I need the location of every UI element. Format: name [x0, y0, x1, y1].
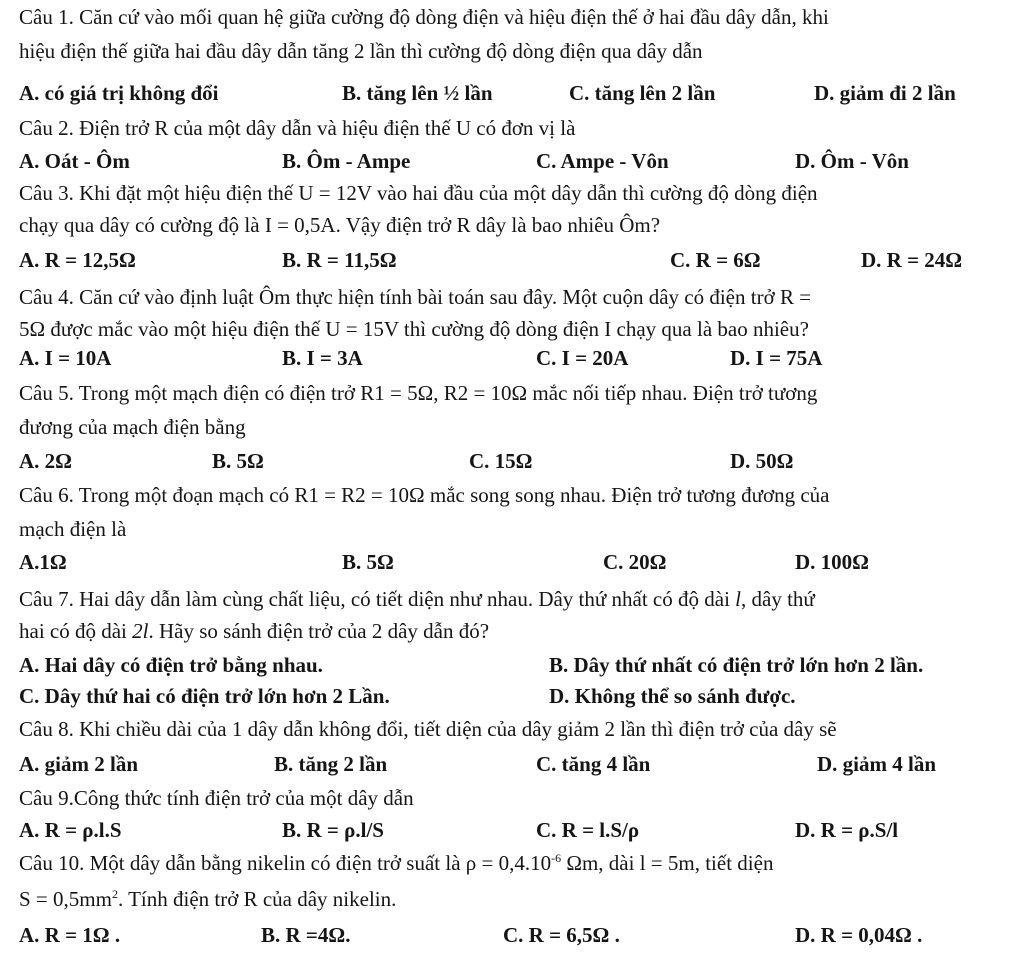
question-7-text-line-1: [19, 584, 815, 614]
question-10-options: [19, 920, 1019, 950]
formula-cross-section: S = 0,5mm: [19, 887, 112, 911]
question-2-option-d: D. Ôm - Vôn: [795, 149, 909, 173]
formula-resistance-value: 5Ω: [19, 317, 46, 341]
question-10-option-a: A. R = 1Ω .: [19, 923, 121, 947]
exponent: 2: [111, 887, 118, 901]
text-segment: Câu 10. Một dây dẫn bằng nikelin có điện trở suất là: [19, 851, 466, 875]
question-6-option-c: C. 20Ω: [603, 550, 667, 574]
text-segment: , dây thứ: [741, 587, 815, 611]
question-6-option-d: D. 100Ω: [795, 550, 869, 574]
question-9-option-d: D. R = ρ.S/l: [795, 818, 899, 842]
question-8-options: [19, 749, 1019, 779]
question-6-options: [19, 547, 1019, 577]
question-9-option-a: A. R = ρ.l.S: [19, 818, 122, 842]
text-segment: . Hãy so sánh điện trở của 2 dây dẫn đó?: [148, 619, 490, 643]
question-5-options: [19, 446, 1019, 476]
question-3-text-line-2: [19, 210, 660, 240]
question-2-option-c: C. Ampe - Vôn: [536, 149, 669, 173]
question-5-option-a: A. 2Ω: [19, 449, 72, 473]
question-4-text-line-2: [19, 314, 809, 344]
question-7-option-c: C. Dây thứ hai có điện trở lớn hơn 2 Lần.: [19, 684, 390, 708]
question-2-option-b: B. Ôm - Ampe: [282, 149, 411, 173]
question-7-option-a: A. Hai dây có điện trở bằng nhau.: [19, 653, 323, 677]
question-4-options: [19, 343, 1019, 373]
question-2-text-line-1: Câu 2. Điện trở R của một dây dẫn và hiệu điện thế U có đơn vị là: [19, 116, 576, 140]
question-10-option-d: D. R = 0,04Ω .: [795, 923, 923, 947]
question-7-options-row-2: [19, 681, 1019, 711]
question-8-option-c: C. tăng 4 lần: [536, 752, 651, 776]
text-segment: Câu 6. Trong một đoạn mạch có: [19, 483, 295, 507]
text-segment: , dài: [598, 851, 640, 875]
unit-ohm-meter: Ωm: [561, 851, 599, 875]
question-8-option-d: D. giảm 4 lần: [817, 752, 937, 776]
formula-resistors: R1 = 5Ω, R2 = 10Ω: [360, 381, 528, 405]
question-3-option-a: A. R = 12,5Ω: [19, 248, 136, 272]
text-segment: chạy qua dây có cường độ là: [19, 213, 265, 237]
question-6-text-line-2: mạch điện là: [19, 517, 127, 541]
text-segment: . Vậy điện trở R dây là bao nhiêu Ôm?: [335, 213, 661, 237]
text-segment: , tiết diện: [694, 851, 774, 875]
question-3-text-line-1: [19, 178, 818, 208]
question-7-option-b: B. Dây thứ nhất có điện trở lớn hơn 2 lần.: [549, 653, 924, 677]
formula-resistance: R =: [779, 285, 812, 309]
question-6-text-line-1: [19, 480, 830, 510]
question-1-options: [19, 78, 1019, 108]
text-segment: mắc nối tiếp nhau. Điện trở tương: [527, 381, 818, 405]
question-5-option-b: B. 5Ω: [212, 449, 264, 473]
symbol-length: 2l: [132, 619, 149, 643]
question-1-option-c: C. tăng lên 2 lần: [569, 81, 716, 105]
exponent: -6: [551, 851, 562, 865]
formula-current: I = 0,5A: [264, 213, 336, 237]
question-3-option-d: D. R = 24Ω: [861, 248, 963, 272]
text-segment: Câu 4. Căn cứ vào định luật Ôm thực hiện tính bài toán sau đây. Một cuộn dây có điện trở: [19, 285, 780, 309]
question-2-option-a: A. Oát - Ôm: [19, 149, 130, 173]
question-5-option-d: D. 50Ω: [730, 449, 794, 473]
text-segment: được mắc vào một hiệu điện thế: [45, 317, 326, 341]
question-4-option-d: D. I = 75A: [730, 346, 823, 370]
question-1-option-b: B. tăng lên ½ lần: [342, 81, 493, 105]
question-7-option-d: D. Không thể so sánh được.: [549, 684, 796, 708]
question-8-option-b: B. tăng 2 lần: [274, 752, 388, 776]
question-7-text-line-2: [19, 616, 489, 646]
question-10-option-c: C. R = 6,5Ω .: [503, 923, 620, 947]
question-5-text-line-1: [19, 378, 817, 408]
question-9-option-c: C. R = l.S/ρ: [536, 818, 640, 842]
question-4-text-line-1: [19, 282, 811, 312]
question-1-option-d: D. giảm đi 2 lần: [814, 81, 956, 105]
formula-resistors: R1 = R2 = 10Ω: [294, 483, 425, 507]
question-1-text-line-2: hiệu điện thế giữa hai đầu dây dẫn tăng 2 lần thì cường độ dòng điện qua dây dẫn: [19, 39, 703, 63]
symbol-length: l: [735, 587, 741, 611]
question-7-options-row-1: [19, 650, 1019, 680]
question-5-option-c: C. 15Ω: [469, 449, 533, 473]
text-segment: vào hai đầu của một dây dẫn thì cường độ dòng điện: [371, 181, 818, 205]
question-4-option-b: B. I = 3A: [282, 346, 363, 370]
question-6-option-a: A.1Ω: [19, 550, 67, 574]
question-5-text-line-2: đương của mạch điện bằng: [19, 415, 246, 439]
formula-length: l = 5m: [639, 851, 695, 875]
text-segment: Câu 5. Trong một mạch điện có điện trở: [19, 381, 361, 405]
formula-resistivity: ρ = 0,4.10: [465, 851, 552, 875]
question-9-text-line-1: Câu 9.Công thức tính điện trở của một dây dẫn: [19, 786, 414, 810]
question-9-option-b: B. R = ρ.l/S: [282, 818, 384, 842]
question-4-option-a: A. I = 10A: [19, 346, 112, 370]
question-8-option-a: A. giảm 2 lần: [19, 752, 139, 776]
question-6-option-b: B. 5Ω: [342, 550, 394, 574]
question-3-option-b: B. R = 11,5Ω: [282, 248, 397, 272]
formula-voltage: U = 12V: [298, 181, 372, 205]
question-10-text-line-2: [19, 884, 396, 914]
formula-voltage: U = 15V: [325, 317, 399, 341]
question-3-options: [19, 245, 1019, 275]
text-segment: mắc song song nhau. Điện trở tương đương của: [424, 483, 830, 507]
question-10-text-line-1: [19, 848, 773, 878]
text-segment: Câu 3. Khi đặt một hiệu điện thế: [19, 181, 299, 205]
question-1-option-a: A. có giá trị không đổi: [19, 81, 219, 105]
question-8-text-line-1: Câu 8. Khi chiều dài của 1 dây dẫn không đổi, tiết diện của dây giảm 2 lần thì điện trở của dây sẽ: [19, 717, 837, 741]
question-1-text-line-1: Câu 1. Căn cứ vào mối quan hệ giữa cường độ dòng điện và hiệu điện thế ở hai đầu dây dẫn, khi: [19, 5, 829, 29]
text-segment: hai có độ dài: [19, 619, 133, 643]
question-10-option-b: B. R =4Ω.: [261, 923, 351, 947]
text-segment: thì cường độ dòng điện I chạy qua là bao nhiêu?: [398, 317, 809, 341]
text-segment: Câu 7. Hai dây dẫn làm cùng chất liệu, có tiết diện như nhau. Dây thứ nhất có độ dài: [19, 587, 736, 611]
question-2-options: [19, 146, 1019, 176]
question-4-option-c: C. I = 20A: [536, 346, 629, 370]
text-segment: . Tính điện trở R của dây nikelin.: [117, 887, 397, 911]
question-3-option-c: C. R = 6Ω: [670, 248, 761, 272]
question-9-options: [19, 815, 1019, 845]
